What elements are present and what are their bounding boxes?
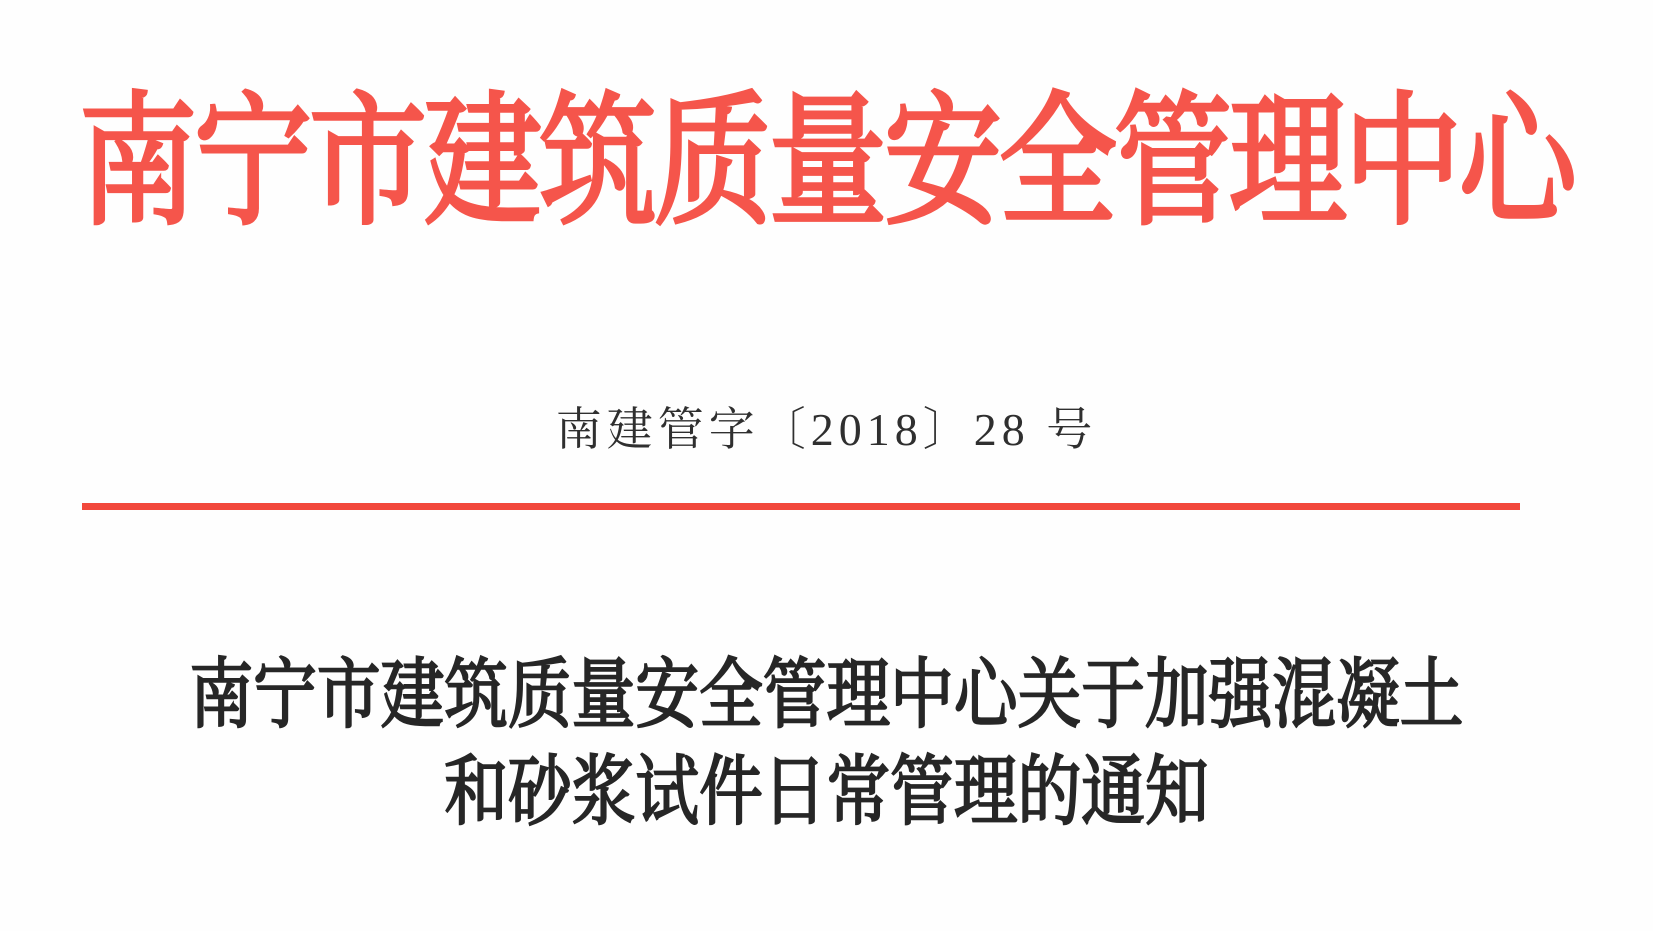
document-number: 南建管字〔2018〕28 号 [555,404,1098,455]
document-title-line-2: 和砂浆试件日常管理的通知 [444,750,1209,836]
document-title-line-1: 南宁市建筑质量安全管理中心关于加强混凝土 [189,653,1464,739]
agency-name-letterhead: 南宁市建筑质量安全管理中心 [78,83,1574,244]
red-divider-line [82,503,1520,510]
document-title [17,648,1637,842]
